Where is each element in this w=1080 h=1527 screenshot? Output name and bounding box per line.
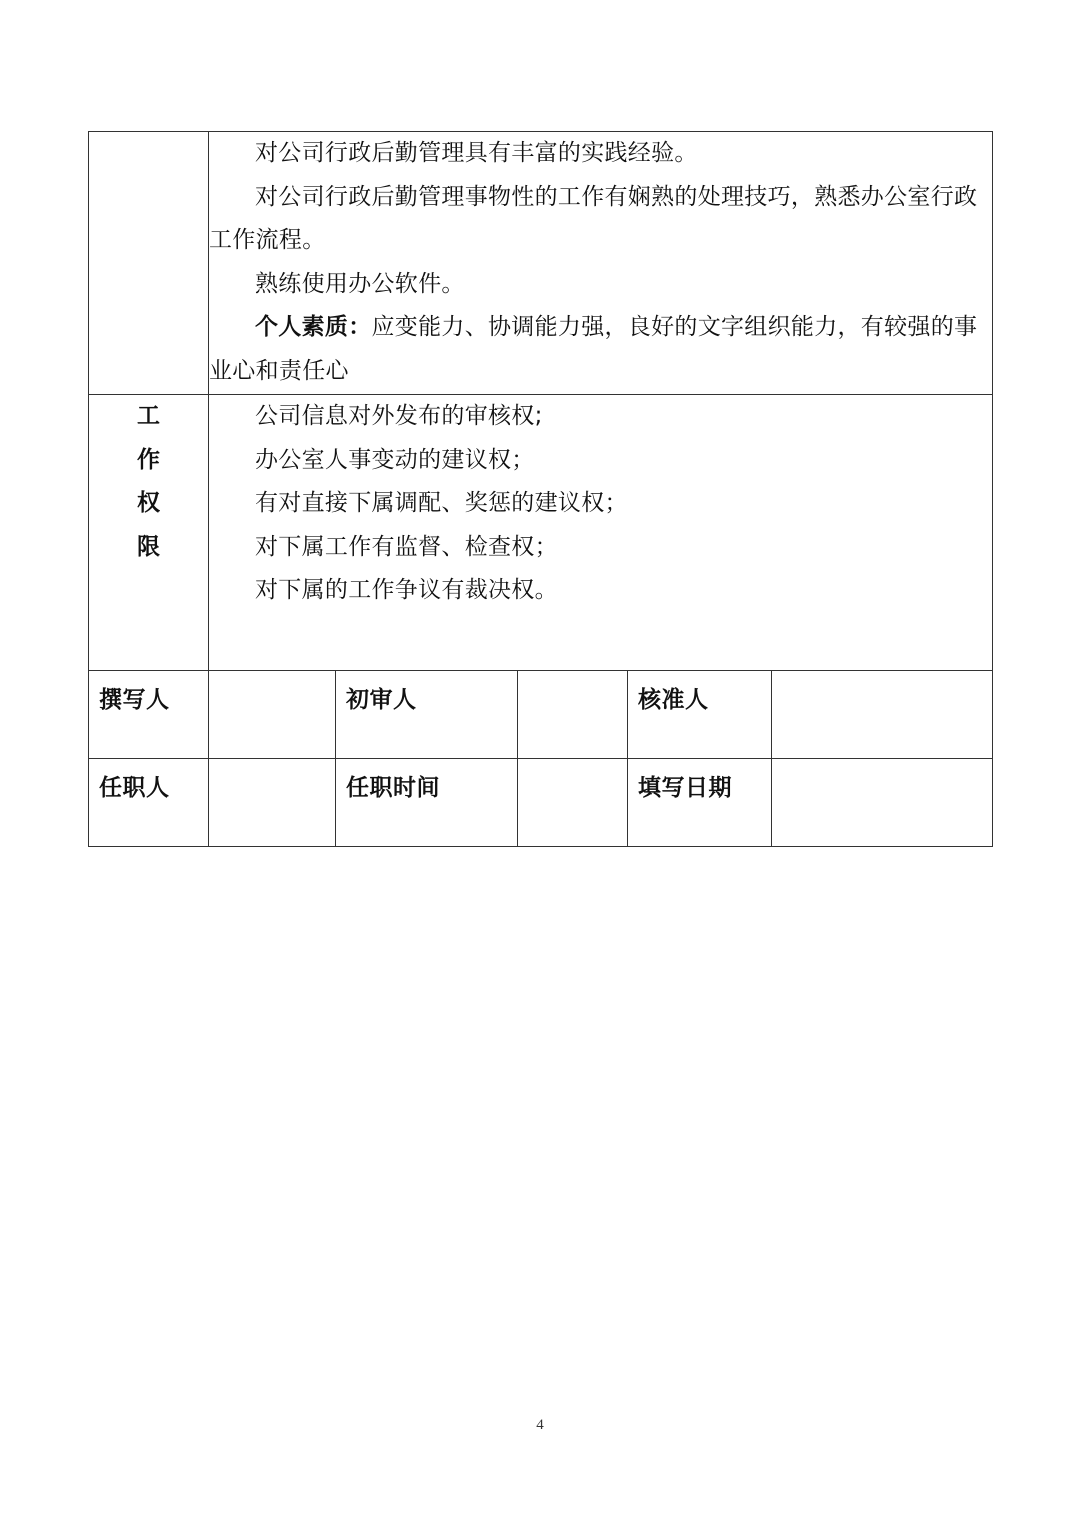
- author-label: 撰写人: [89, 671, 209, 759]
- authority-item: 有对直接下属调配、奖惩的建议权；: [255, 490, 628, 516]
- job-description-table: [88, 131, 993, 847]
- initial-reviewer-field[interactable]: [518, 671, 628, 759]
- author-field[interactable]: [209, 671, 336, 759]
- authority-item: 对下属工作有监督、检查权；: [255, 533, 558, 560]
- personal-quality-label: 个人素质：: [255, 314, 372, 340]
- authority-label-char: 限: [137, 533, 160, 560]
- qualification-paragraph: 熟练使用办公软件。: [255, 270, 465, 297]
- authority-label-char: 工: [137, 403, 160, 429]
- authority-label-char: 作: [137, 446, 160, 473]
- authority-content-cell: [209, 395, 993, 671]
- authority-label-char: 权: [137, 490, 160, 516]
- approver-field[interactable]: [772, 671, 993, 759]
- authority-item: 公司信息对外发布的审核权;: [255, 403, 543, 429]
- tenure-time-field[interactable]: [518, 759, 628, 847]
- signoff-row-1: [89, 671, 993, 759]
- signoff-row-2: [89, 759, 993, 847]
- incumbent-field[interactable]: [209, 759, 336, 847]
- tenure-time-label: 任职时间: [336, 759, 518, 847]
- qualifications-label-cell: [89, 132, 209, 395]
- qualification-paragraph: 对公司行政后勤管理具有丰富的实践经验。: [255, 140, 698, 166]
- qualifications-content-cell: [209, 132, 993, 395]
- authority-label-cell: [89, 395, 209, 671]
- qualifications-row: [89, 132, 993, 395]
- fill-date-field[interactable]: [772, 759, 993, 847]
- authority-item: 办公室人事变动的建议权；: [255, 446, 535, 473]
- personal-quality-text: 应变能力、协调能力强，良好的文字组织能力，有较强的事业心和责任心: [209, 314, 978, 384]
- initial-reviewer-label: 初审人: [336, 671, 518, 759]
- qualification-paragraph: 对公司行政后勤管理事物性的工作有娴熟的处理技巧，熟悉办公室行政工作流程。: [209, 183, 978, 253]
- personal-quality-paragraph: [209, 306, 992, 393]
- authority-row: [89, 395, 993, 671]
- page-number: 4: [536, 1417, 544, 1433]
- incumbent-label: 任职人: [89, 759, 209, 847]
- authority-item: 对下属的工作争议有裁决权。: [255, 577, 558, 603]
- approver-label: 核准人: [628, 671, 772, 759]
- fill-date-label: 填写日期: [628, 759, 772, 847]
